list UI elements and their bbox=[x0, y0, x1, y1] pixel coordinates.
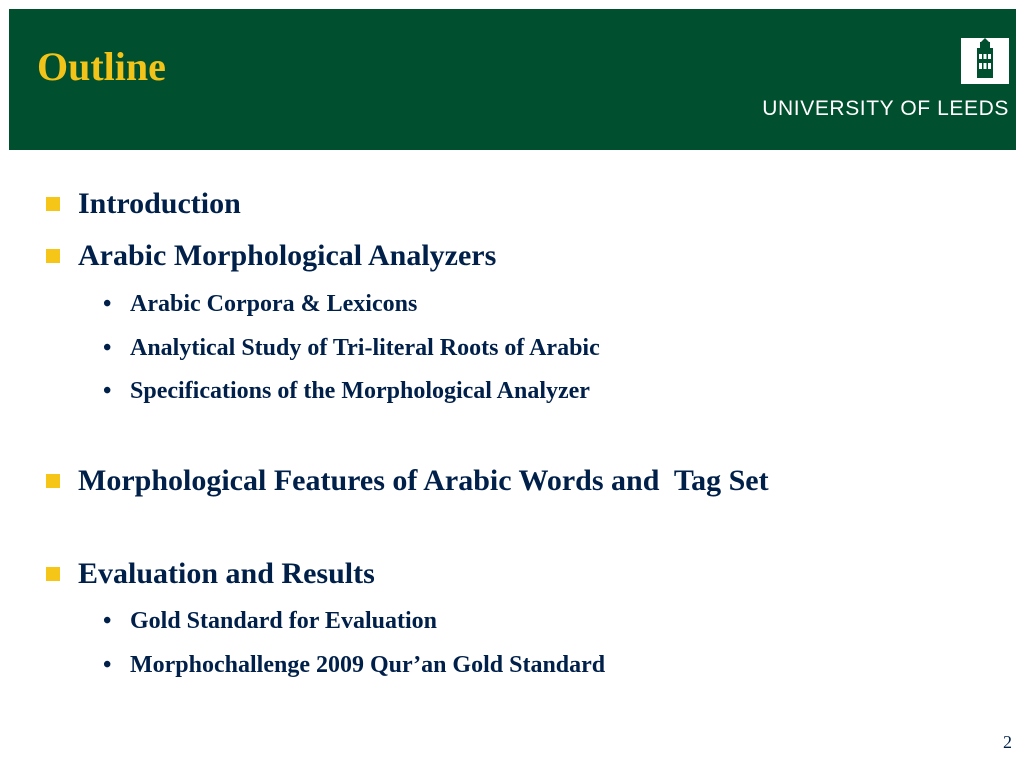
page-number: 2 bbox=[1003, 732, 1012, 752]
sub-item-gold-standard: • Gold Standard for Evaluation bbox=[103, 608, 437, 634]
square-bullet-icon bbox=[46, 249, 60, 263]
outline-item-evaluation: Evaluation and Results bbox=[46, 556, 375, 592]
dot-bullet-icon: • bbox=[103, 291, 112, 317]
sub-item-tri-literal-roots: • Analytical Study of Tri-literal Roots of Arabic bbox=[103, 335, 600, 361]
sub-item-specifications: • Specifications of the Morphological Analyzer bbox=[103, 378, 590, 404]
square-bullet-icon bbox=[46, 567, 60, 581]
outline-item-features: Morphological Features of Arabic Words and Tag Set bbox=[46, 463, 769, 499]
dot-bullet-icon: • bbox=[103, 335, 112, 361]
dot-bullet-icon: • bbox=[103, 378, 112, 404]
sub-item-corpora: • Arabic Corpora & Lexicons bbox=[103, 291, 418, 317]
square-bullet-icon bbox=[46, 474, 60, 488]
outline-item-analyzers: Arabic Morphological Analyzers bbox=[46, 238, 496, 274]
university-name: UNIVERSITY OF LEEDS bbox=[762, 97, 1009, 120]
outline-item-introduction: Introduction bbox=[46, 186, 241, 222]
dot-bullet-icon: • bbox=[103, 608, 112, 634]
slide-title: Outline bbox=[37, 44, 166, 89]
square-bullet-icon bbox=[46, 197, 60, 211]
sub-item-morphochallenge: • Morphochallenge 2009 Qur’an Gold Standard bbox=[103, 652, 606, 678]
dot-bullet-icon: • bbox=[103, 652, 112, 678]
